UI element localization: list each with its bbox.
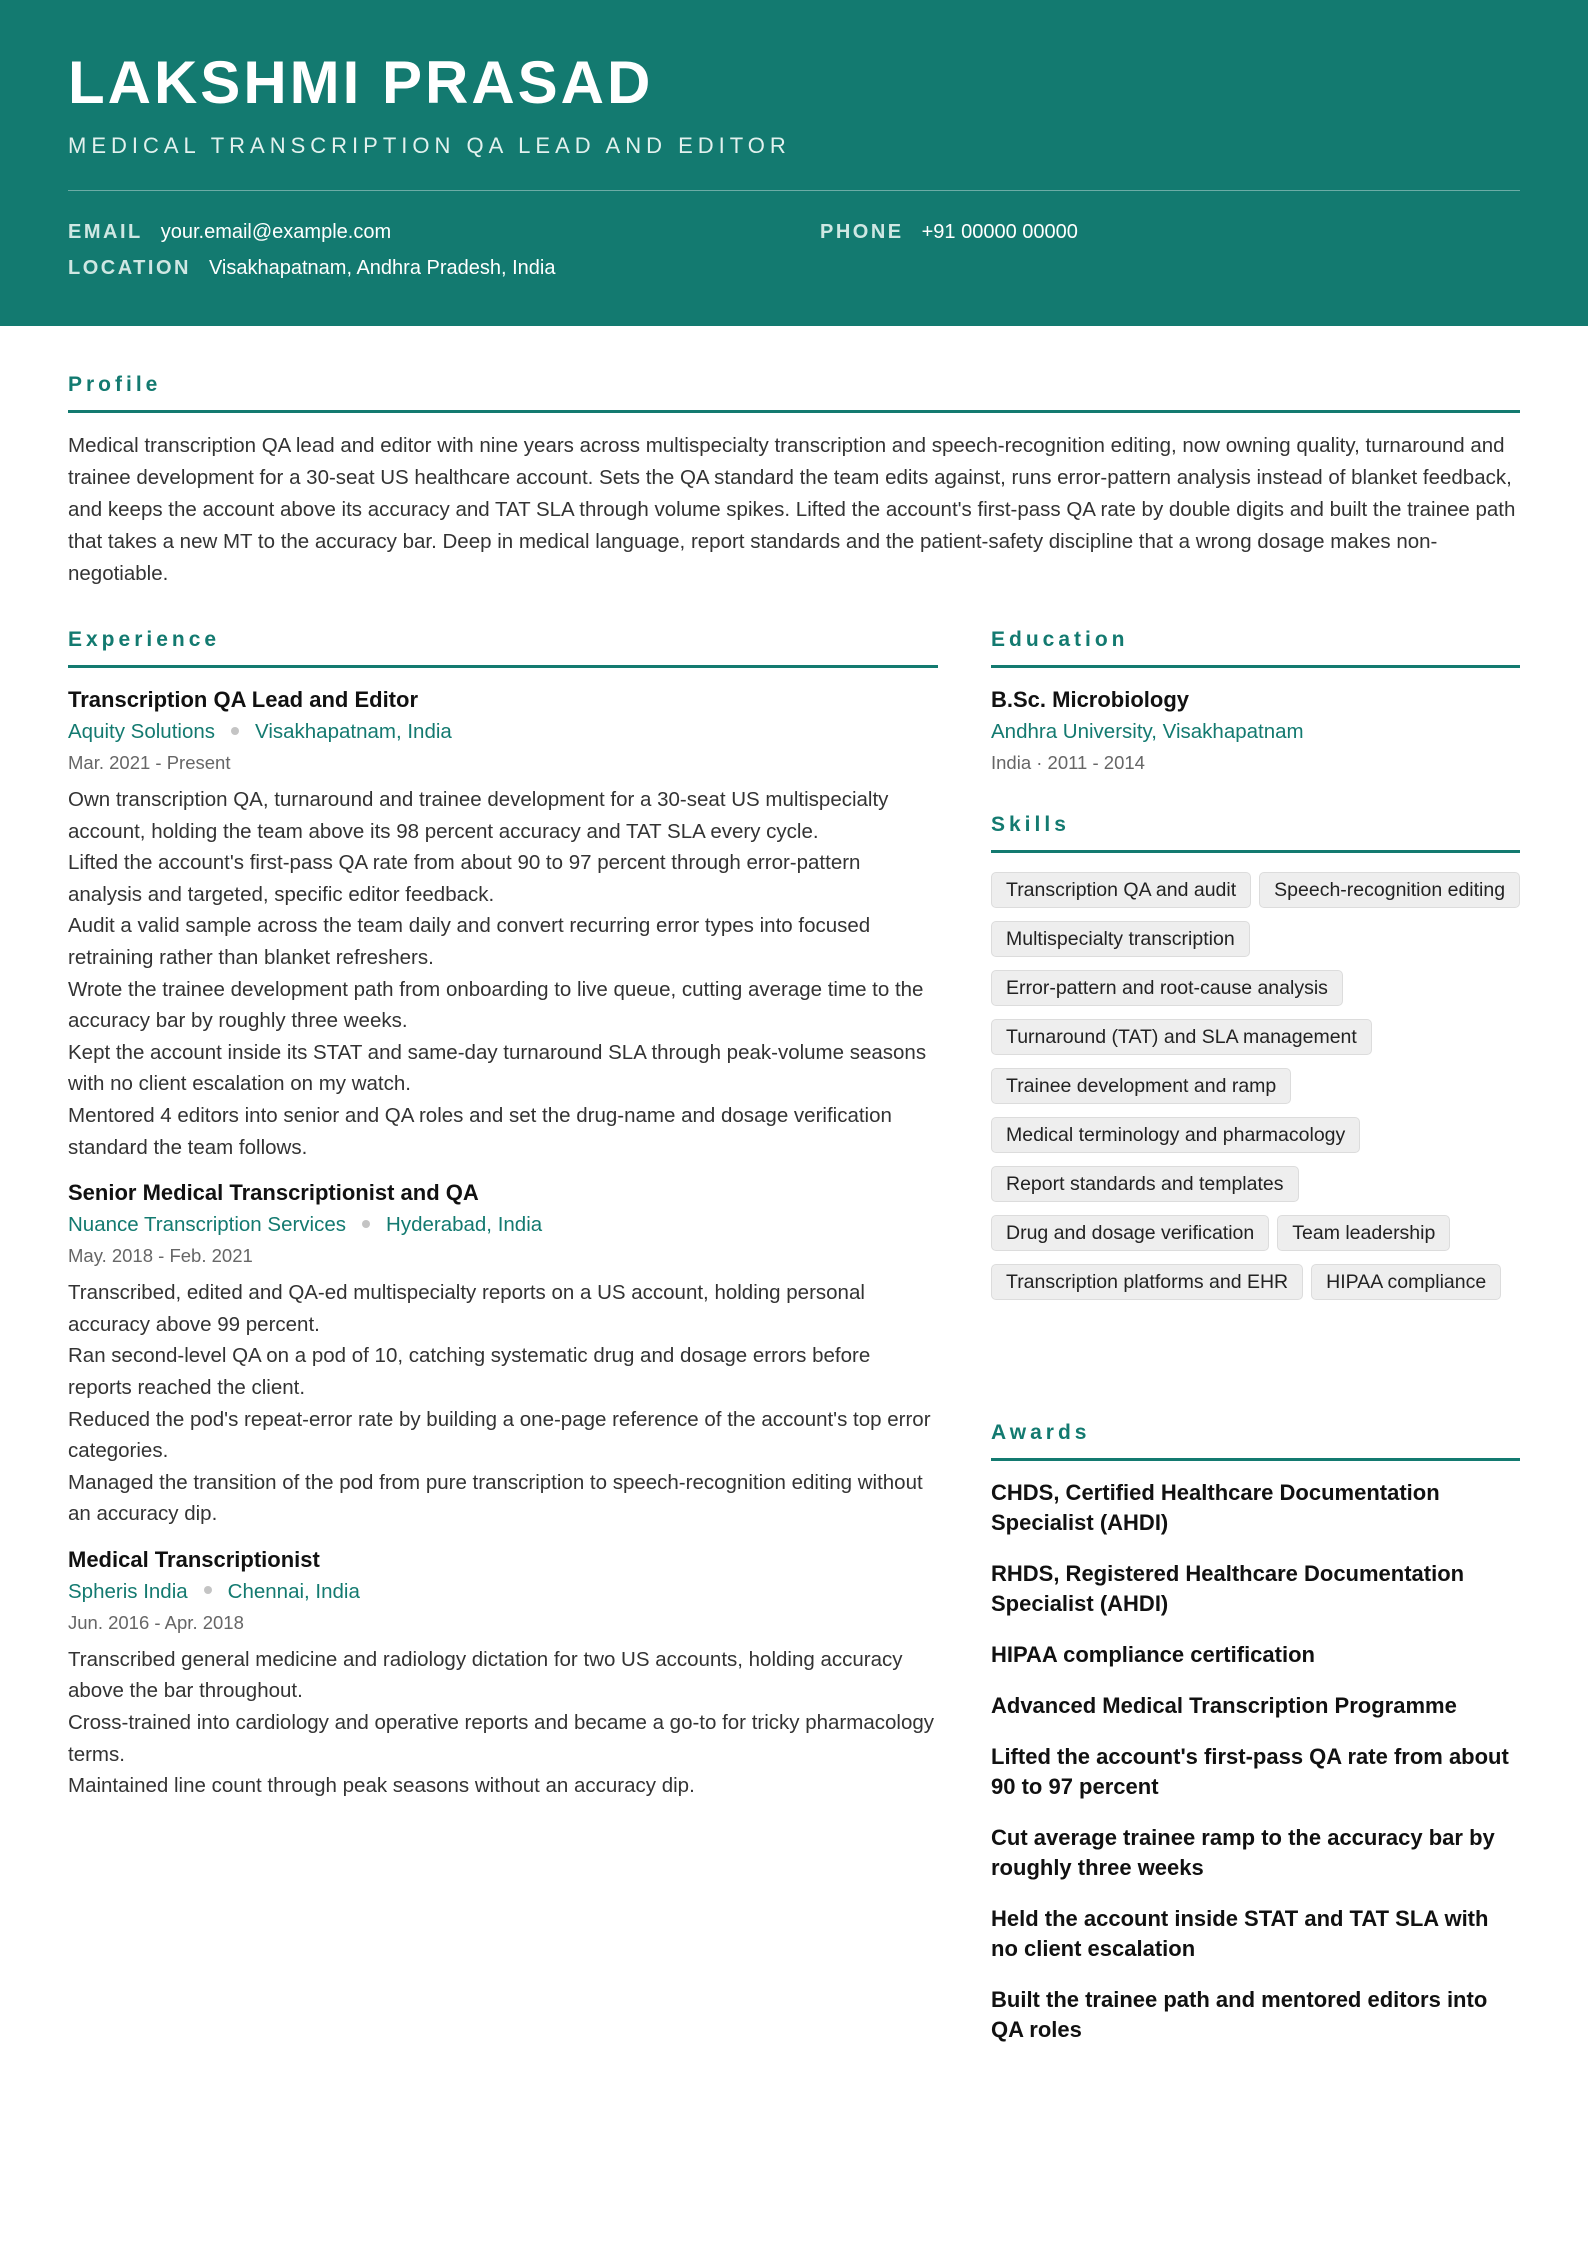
education-entry [991,684,1520,778]
job-bullet: Transcribed, edited and QA-ed multispecialty reports on a US account, holding personal accuracy above 99 percent. [68,1281,865,1336]
education-divider [991,665,1520,668]
skill-chip: Transcription platforms and EHR [991,1264,1303,1300]
education-degree: B.Sc. Microbiology [991,687,1190,712]
job-bullet: Reduced the pod's repeat-error rate by building a one-page reference of the account's top error categories. [68,1407,931,1463]
job-role: Transcription QA Lead and Editor [68,687,419,712]
skills-list [991,872,1531,1313]
award-item: Advanced Medical Transcription Programme [991,1693,1457,1718]
job-meta [68,716,938,748]
resume-header [0,0,1588,326]
job-location: Chennai, India [227,1579,360,1603]
job-entry [68,1544,938,1802]
job-bullet: Wrote the trainee development path from onboarding to live queue, cutting average time to the accuracy bar by roughly three weeks. [68,977,924,1033]
job-bullet: Lifted the account's first-pass QA rate from about 90 to 97 percent through error-pattern analysis and targeted, specific editor feedback. [68,851,861,906]
job-bullet: Ran second-level QA on a pod of 10, catching systematic drug and dosage errors before reports reached the client. [68,1344,871,1399]
job-dates: Jun. 2016 - Apr. 2018 [68,1611,244,1633]
experience-heading: Experience [68,628,221,651]
email-label: EMAIL [68,221,143,243]
profile-divider [68,410,1520,413]
job-entry [68,1177,938,1530]
job-company: Aquity Solutions [68,720,216,743]
job-role: Medical Transcriptionist [68,1546,320,1572]
profile-heading: Profile [68,373,162,396]
education-meta: India · 2011 - 2014 [991,752,1145,773]
experience-list [68,684,938,1816]
job-meta [68,1209,938,1241]
email-value[interactable]: your.email@example.com [160,221,392,243]
job-dates: Mar. 2021 - Present [68,752,231,773]
skill-chip: Error-pattern and root-cause analysis [991,970,1343,1006]
contact-location [68,256,556,280]
candidate-title: MEDICAL TRANSCRIPTION QA LEAD AND EDITOR [68,133,791,158]
skill-chip: Transcription QA and audit [991,872,1251,908]
job-bullet: Managed the transition of the pod from pure transcription to speech-recognition editing without an accuracy dip. [68,1470,923,1526]
job-entry [68,684,938,1163]
award-item: Cut average trainee ramp to the accuracy bar by roughly three weeks [991,1825,1495,1880]
job-role: Senior Medical Transcriptionist and QA [68,1180,479,1206]
job-bullet: Transcribed general medicine and radiology dictation for two US accounts, holding accuracy above the bar throughout. [68,1647,903,1703]
phone-value[interactable]: +91 00000 00000 [921,221,1078,243]
skill-chip: Trainee development and ramp [991,1068,1291,1104]
job-dates: May. 2018 - Feb. 2021 [68,1245,253,1267]
award-item: Held the account inside STAT and TAT SLA with no client escalation [991,1906,1489,1961]
contact-phone [820,220,1078,244]
awards-heading: Awards [991,1421,1091,1444]
skill-chip: Medical terminology and pharmacology [991,1117,1360,1153]
job-bullet: Kept the account inside its STAT and same-day turnaround SLA through peak-volume seasons with no client escalation on my watch. [68,1040,927,1096]
job-bullet: Maintained line count through peak seasons without an accuracy dip. [68,1774,695,1798]
skill-chip: Turnaround (TAT) and SLA management [991,1019,1372,1055]
candidate-name: LAKSHMI PRASAD [68,49,654,116]
award-item: Lifted the account's first-pass QA rate from about 90 to 97 percent [991,1744,1509,1799]
skills-divider [991,850,1520,853]
contact-email [68,220,391,244]
separator-dot [204,1586,212,1594]
job-bullet: Mentored 4 editors into senior and QA roles and set the drug-name and dosage verification standard the team follows. [68,1103,892,1159]
job-company: Nuance Transcription Services [68,1213,347,1237]
separator-dot [362,1220,370,1228]
award-item: RHDS, Registered Healthcare Documentation Specialist (AHDI) [991,1561,1465,1616]
award-item: Built the trainee path and mentored editors into QA roles [991,1987,1488,2042]
job-meta [68,1576,938,1608]
education-heading: Education [991,628,1129,651]
skill-chip: Team leadership [1277,1215,1450,1251]
experience-divider [68,665,938,668]
skill-chip: Report standards and templates [991,1166,1299,1202]
skill-chip: Multispecialty transcription [991,921,1250,957]
header-divider [68,190,1520,191]
job-location: Hyderabad, India [386,1213,543,1237]
separator-dot [231,727,239,735]
job-bullet: Own transcription QA, turnaround and trainee development for a 30-seat US multispecialty account, holding the team above its 98 percent accuracy and TAT SLA every cycle. [68,788,889,843]
job-bullet: Cross-trained into cardiology and operative reports and became a go-to for tricky pharmacology terms. [68,1711,934,1766]
job-company: Spheris India [68,1579,188,1603]
phone-label: PHONE [820,221,904,243]
skill-chip: HIPAA compliance [1311,1264,1501,1300]
job-location: Visakhapatnam, India [255,720,452,743]
skill-chip: Speech-recognition editing [1259,872,1520,908]
skill-chip: Drug and dosage verification [991,1215,1269,1251]
awards-list [991,1478,1520,2066]
skills-heading: Skills [991,813,1070,836]
award-item: HIPAA compliance certification [991,1642,1315,1667]
location-label: LOCATION [68,257,191,279]
award-item: CHDS, Certified Healthcare Documentation Specialist (AHDI) [991,1480,1440,1535]
awards-divider [991,1458,1520,1461]
profile-summary: Medical transcription QA lead and editor with nine years across multispecialty transcription and speech-recognition editing, now owning quality, turnaround and trainee development for a 30-seat US healthcare account. Sets the QA standard the team edits against, runs error-pattern analysis instead of blanket feedback, and keeps the account above its accuracy and TAT SLA through volume spikes. Lifted the account's first-pass QA rate by double digits and built the trainee path that takes a new MT to the accuracy bar. Deep in medical language, report standards and the patient-safety discipline that a wrong dosage makes non-negotiable. [68,434,1516,585]
education-school: Andhra University, Visakhapatnam [991,720,1304,743]
job-bullet: Audit a valid sample across the team daily and convert recurring error types into focused retraining rather than blanket refreshers. [68,914,871,969]
location-value: Visakhapatnam, Andhra Pradesh, India [208,257,556,279]
